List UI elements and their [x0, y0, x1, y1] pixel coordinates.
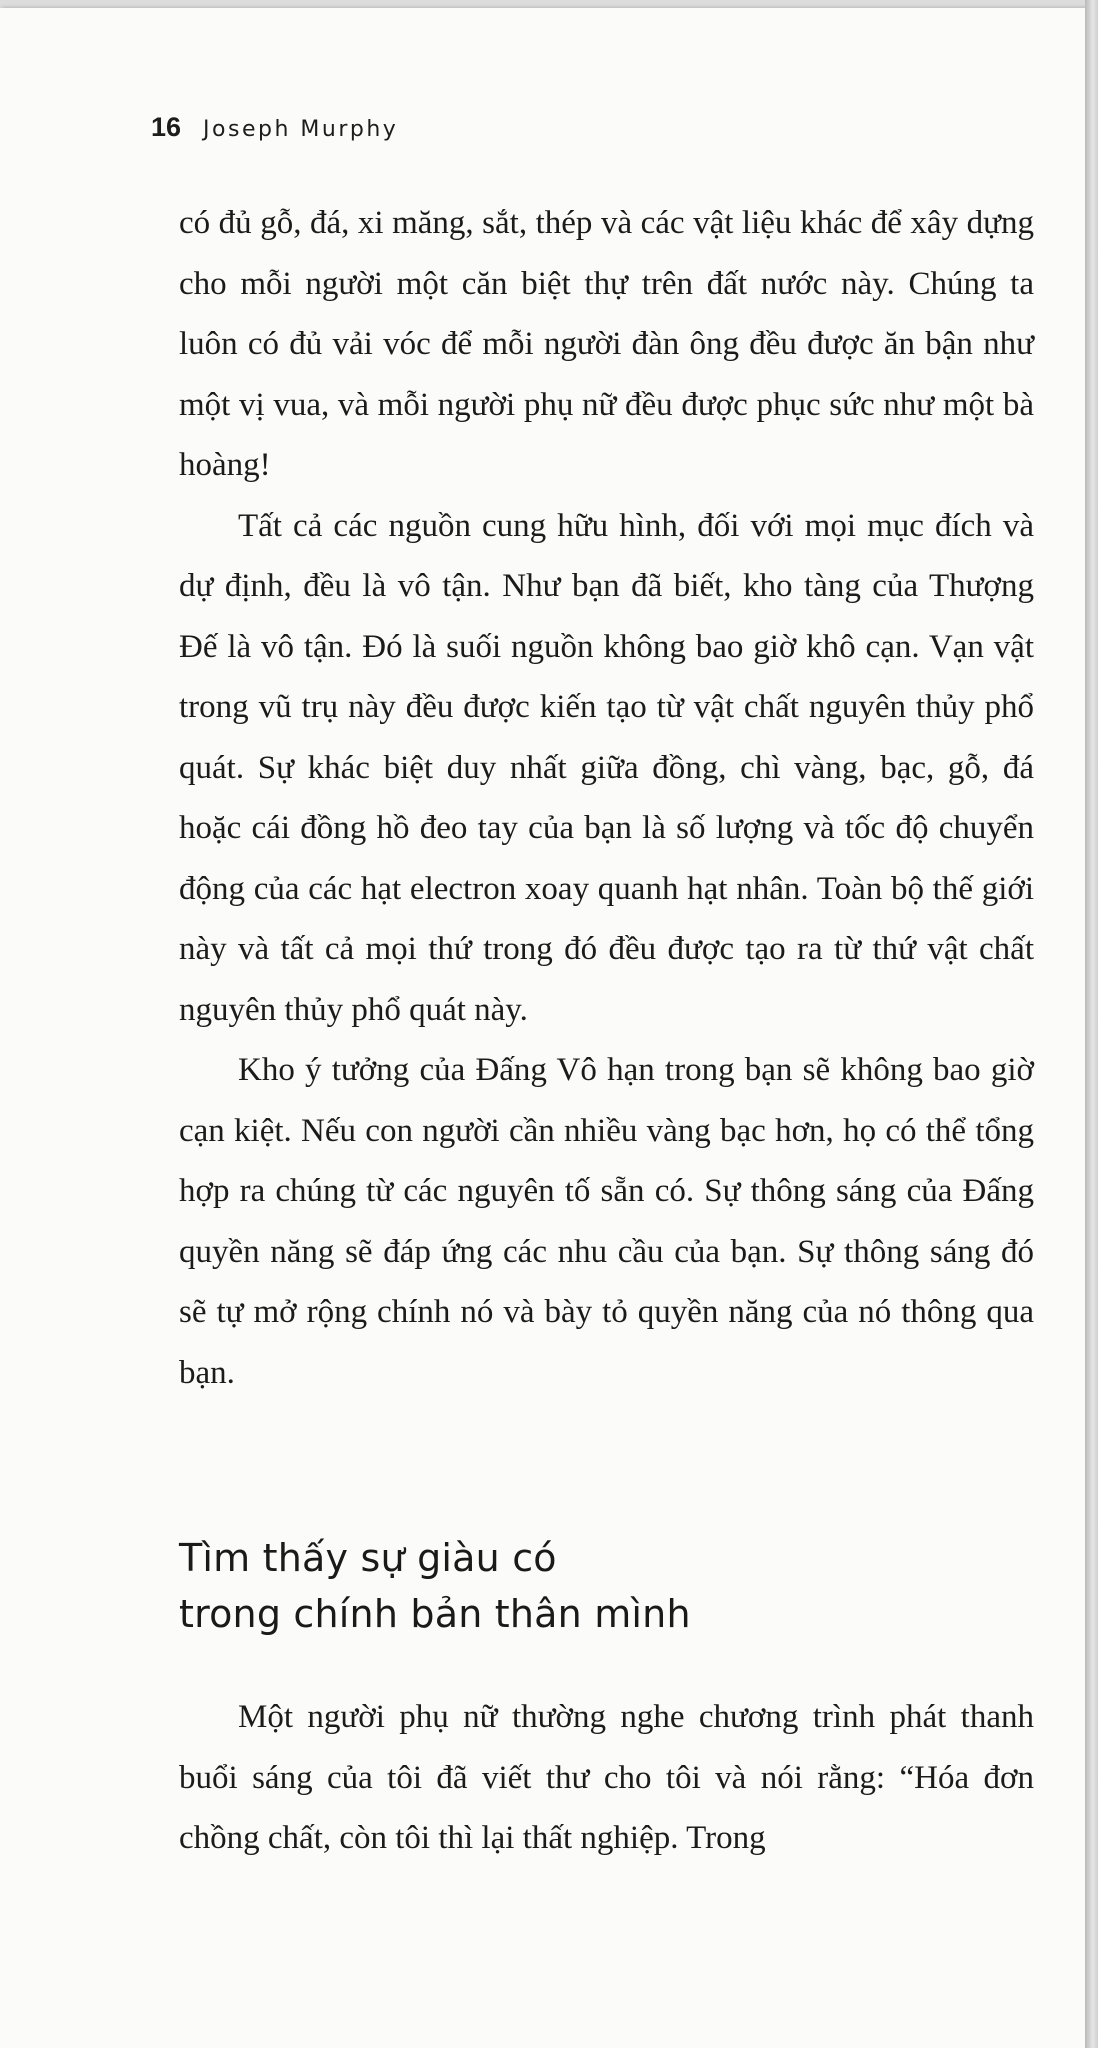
- section-heading-line: trong chính bản thân mình: [179, 1592, 691, 1636]
- author-name: Joseph Murphy: [203, 117, 399, 142]
- page-number: 16: [151, 112, 182, 142]
- section-heading: [179, 1530, 1034, 1642]
- paragraph: có đủ gỗ, đá, xi măng, sắt, thép và các vật liệu khác để xây dựng cho mỗi người một căn biệt thự trên đất nước này. Chúng ta luôn có đủ vải vóc để mỗi người đàn ông đều được ăn bận như một vị vua, và mỗi người phụ nữ đều được phục sức như một bà hoàng!: [179, 205, 1034, 483]
- paragraph: Tất cả các nguồn cung hữu hình, đối với mọi mục đích và dự định, đều là vô tận. Như bạn đã biết, kho tàng của Thượng Đế là vô tận. Đó là suối nguồn không bao giờ khô cạn. Vạn vật trong vũ trụ này đều được kiến tạo từ vật chất nguyên thủy phổ quát. Sự khác biệt duy nhất giữa đồng, chì vàng, bạc, gỗ, đá hoặc cái đồng hồ đeo tay của bạn là số lượng và tốc độ chuyển động của các hạt electron xoay quanh hạt nhân. Toàn bộ thế giới này và tất cả mọi thứ trong đó đều được tạo ra từ thứ vật chất nguyên thủy phổ quát này.: [179, 507, 1034, 1028]
- section-heading-line: Tìm thấy sự giàu có: [179, 1536, 557, 1580]
- running-header: [151, 112, 398, 152]
- section-body-text: [179, 1687, 1034, 1869]
- page-edge: [1085, 0, 1098, 2048]
- paragraph: Một người phụ nữ thường nghe chương trình phát thanh buổi sáng của tôi đã viết thư cho tôi và nói rằng: “Hóa đơn chồng chất, còn tôi thì lại thất nghiệp. Trong: [179, 1699, 1034, 1856]
- body-text: [179, 193, 1034, 1403]
- paragraph: Kho ý tưởng của Đấng Vô hạn trong bạn sẽ không bao giờ cạn kiệt. Nếu con người cần nhiều vàng bạc hơn, họ có thể tổng hợp ra chúng từ các nguyên tố sẵn có. Sự thông sáng của Đấng quyền năng sẽ đáp ứng các nhu cầu của bạn. Sự thông sáng đó sẽ tự mở rộng chính nó và bày tỏ quyền năng của nó thông qua bạn.: [179, 1052, 1034, 1391]
